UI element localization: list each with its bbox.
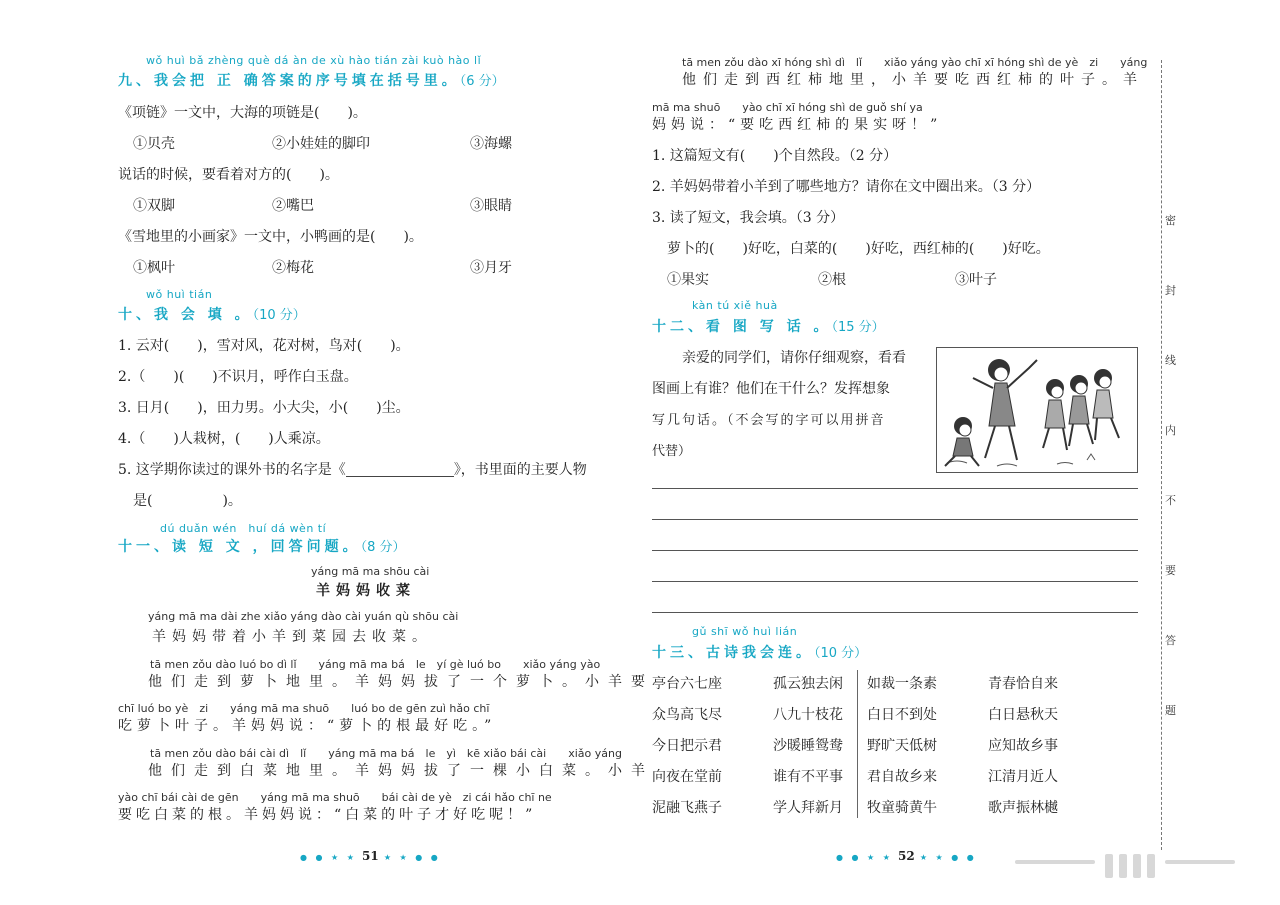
s9-q1-opt3: ③海螺 xyxy=(470,136,512,152)
book-name-blank[interactable] xyxy=(346,463,454,477)
s10-pinyin: wǒ huì tián xyxy=(146,288,213,301)
story-l1-pinyin: yáng mā ma dài zhe xiǎo yáng dào cài yuán qù shōu cài xyxy=(148,610,459,623)
poem-c3-r4[interactable]: 君自故乡来 xyxy=(867,769,937,785)
poem-c3-r3[interactable]: 野旷天低树 xyxy=(867,738,937,754)
poem-c3-r2[interactable]: 白日不到处 xyxy=(867,707,937,723)
story-title-pinyin: yáng mā ma shōu cài xyxy=(311,565,430,578)
writing-line[interactable] xyxy=(652,550,1138,551)
r-story-l2-pinyin: mā ma shuō yào chī xī hóng shì de guǒ shí ya xyxy=(652,101,923,114)
story-l5-pinyin: yào chī bái cài de gēn yáng mā ma shuō bái cài de yè zi cái hǎo chī ne xyxy=(118,791,552,804)
poem-c4-r5[interactable]: 歌声振林樾 xyxy=(988,800,1058,816)
story-l2: 他们走到萝卜地里。羊妈妈拔了一个萝卜。小羊要 xyxy=(148,674,654,690)
s11-title: 十一、读 短 文 ，回答问题。（8 分） xyxy=(118,539,406,555)
writing-line[interactable] xyxy=(652,519,1138,520)
story-l1: 羊妈妈带着小羊到菜园去收菜。 xyxy=(152,629,432,645)
s9-q2: 说话的时候，要看着对方的( )。 xyxy=(118,167,339,183)
footer-left: ● ● ★ ★ 51 ★ ★ ● ● xyxy=(300,849,441,863)
s9-q1-opt1: ①贝壳 xyxy=(133,136,175,152)
writing-line[interactable] xyxy=(652,488,1138,489)
s12-l2: 图画上有谁？他们在干什么？发挥想象 xyxy=(652,381,890,397)
story-l4-pinyin: tā men zǒu dào bái cài dì lǐ yáng mā ma bá le yì kē xiǎo bái cài xiǎo yáng xyxy=(150,747,622,760)
s13-pinyin: gǔ shī wǒ huì lián xyxy=(692,625,798,638)
r-q2: 2. 羊妈妈带着小羊到了哪些地方？请你在文中圈出来。（3 分） xyxy=(652,179,1041,195)
writing-line[interactable] xyxy=(652,581,1138,582)
s9-q3: 《雪地里的小画家》一文中，小鸭画的是( )。 xyxy=(118,229,423,245)
s12-pinyin: kàn tú xiě huà xyxy=(692,299,778,312)
s13-title: 十三、古诗我会连。（10 分） xyxy=(652,645,868,661)
story-l5: 要吃白菜的根。羊妈妈说：“白菜的叶子才好吃呢！” xyxy=(118,807,537,823)
r-q3-opt2: ②根 xyxy=(818,272,846,288)
poem-c4-r4[interactable]: 江清月近人 xyxy=(988,769,1058,785)
poem-c1-r4[interactable]: 向夜在堂前 xyxy=(652,769,722,785)
poem-c1-r5[interactable]: 泥融飞燕子 xyxy=(652,800,722,816)
story-l4: 他们走到白菜地里。羊妈妈拔了一棵小白菜。小羊 xyxy=(148,763,654,779)
s10-q4: 4.（ )人栽树，( )人乘凉。 xyxy=(118,431,330,447)
seal-dashed-line xyxy=(1161,60,1162,850)
s9-q2-opt3: ③眼睛 xyxy=(470,198,512,214)
r-story-l1: 他们走到西红柿地里，小羊要吃西红柿的叶子。羊 xyxy=(682,72,1144,88)
poem-c4-r2[interactable]: 白日悬秋天 xyxy=(988,707,1058,723)
r-q3-fill: 萝卜的( )好吃，白菜的( )好吃，西红柿的( )好吃。 xyxy=(667,241,1050,257)
s9-q3-opt3: ③月牙 xyxy=(470,260,512,276)
story-l3-pinyin: chī luó bo yè zi yáng mā ma shuō luó bo de gēn zuì hǎo chī xyxy=(118,702,490,715)
s10-title: 十、我 会 填 。（10 分） xyxy=(118,307,306,323)
poem-c1-r2[interactable]: 众鸟高飞尽 xyxy=(652,707,722,723)
s11-pinyin: dú duǎn wén huí dá wèn tí xyxy=(160,522,327,535)
s12-l4: 代替） xyxy=(652,444,692,459)
s10-q5: 5. 这学期你读过的课外书的名字是《 》，书里面的主要人物 xyxy=(118,462,587,478)
poem-c1-r3[interactable]: 今日把示君 xyxy=(652,738,722,754)
poem-c3-r5[interactable]: 牧童骑黄牛 xyxy=(867,800,937,816)
r-q3-opt3: ③叶子 xyxy=(955,272,997,288)
story-title: 羊妈妈收菜 xyxy=(316,583,416,599)
s12-l1: 亲爱的同学们，请你仔细观察，看看 xyxy=(682,350,906,366)
r-story-l1-pinyin: tā men zǒu dào xī hóng shì dì lǐ xiǎo yáng yào chī xī hóng shì de yè zi yáng xyxy=(682,56,1148,69)
r-q3: 3. 读了短文，我会填。（3 分） xyxy=(652,210,845,226)
poem-c4-r1[interactable]: 青春恰自来 xyxy=(988,676,1058,692)
footer-right: ● ● ★ ★ 52 ★ ★ ● ● xyxy=(836,849,977,863)
poem-c2-r5[interactable]: 学人拜新月 xyxy=(773,800,843,816)
s12-title: 十二、看 图 写 话 。（15 分） xyxy=(652,319,885,335)
poem-c2-r1[interactable]: 孤云独去闲 xyxy=(773,676,843,692)
s9-q2-opt2: ②嘴巴 xyxy=(272,198,314,214)
r-q1: 1. 这篇短文有( )个自然段。（2 分） xyxy=(652,148,898,164)
poem-divider xyxy=(857,670,858,818)
poem-c1-r1[interactable]: 亭台六七座 xyxy=(652,676,722,692)
poem-c2-r3[interactable]: 沙暖睡鸳鸯 xyxy=(773,738,843,754)
s9-title: 九、我会把 正 确答案的序号填在括号里。（6 分） xyxy=(118,73,505,89)
poem-c2-r4[interactable]: 谁有不平事 xyxy=(773,769,843,785)
s10-q3: 3. 日月( )，田力男。小大尖，小( )尘。 xyxy=(118,400,410,416)
s10-q5-cont: 是( )。 xyxy=(133,493,242,509)
poem-c3-r1[interactable]: 如裁一条素 xyxy=(867,676,937,692)
s9-q1: 《项链》一文中，大海的项链是( )。 xyxy=(118,105,367,121)
r-story-l2: 妈妈说：“要吃西红柿的果实呀！” xyxy=(652,117,943,133)
s9-q1-opt2: ②小娃娃的脚印 xyxy=(272,136,370,152)
s9-q2-opt1: ①双脚 xyxy=(133,198,175,214)
children-playing-drawing xyxy=(937,348,1137,472)
r-q3-opt1: ①果实 xyxy=(667,272,709,288)
poem-c2-r2[interactable]: 八九十枝花 xyxy=(773,707,843,723)
s9-q3-opt1: ①枫叶 xyxy=(133,260,175,276)
s10-q1: 1. 云对( )，雪对风，花对树，鸟对( )。 xyxy=(118,338,410,354)
s9-q3-opt2: ②梅花 xyxy=(272,260,314,276)
watermark-logo xyxy=(1015,852,1245,882)
writing-line[interactable] xyxy=(652,612,1138,613)
story-l2-pinyin: tā men zǒu dào luó bo dì lǐ yáng mā ma bá le yí gè luó bo xiǎo yáng yào xyxy=(150,658,601,671)
s10-q2: 2.（ )( )不识月，呼作白玉盘。 xyxy=(118,369,358,385)
poem-c4-r3[interactable]: 应知故乡事 xyxy=(988,738,1058,754)
scene-illustration xyxy=(936,347,1138,473)
story-l3: 吃萝卜叶子。羊妈妈说：“萝卜的根最好吃。” xyxy=(118,718,497,734)
s12-l3: 写几句话。（不会写的字可以用拼音 xyxy=(652,413,886,428)
s9-pinyin: wǒ huì bǎ zhèng què dá àn de xù hào tián zài kuò hào lǐ xyxy=(146,54,482,67)
